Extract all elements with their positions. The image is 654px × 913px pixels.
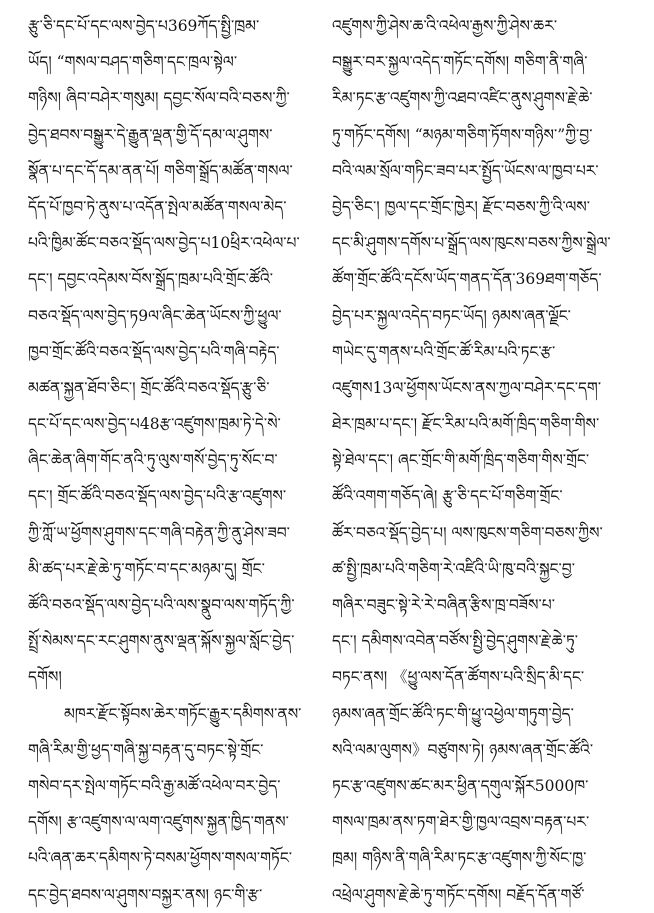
text-line: གཉིས། ཞིབ་བཤེར་གསུམ། དབྱང་སོལ་བའི་བཅས་ཀྱི་ bbox=[28, 89, 290, 108]
text-line: ཏང་རྩ་འཛུགས་ཚང་མར་ཕྱིན་དགུལ་སྐོར5000ཁ་ bbox=[332, 776, 589, 795]
text-line: འཛུགས13ལ་ཕྱོགས་ཡོངས་ནས་ཀྱལ་བཤེར་དང་དག་ bbox=[332, 378, 602, 397]
text-line: སའི་ལམ་ལུགས》བཙུགས་ཏེ། ཉམས་ཞན་གྲོང་ཚོའི་ bbox=[332, 740, 594, 759]
text-line: མི་ཚད་པར་རྗེ་ཆེ་ཏུ་གཏོང་བ་དང་མཉམ་དུ། གྲོང་ bbox=[28, 559, 265, 578]
text-line: མཚན་སྐྱན་ཐོབ་ཅིང་། གྲོང་ཚོའི་བཅའ་སྡོད་རྩུ་ཅི་ bbox=[28, 378, 270, 397]
text-line: ཚོར་བཅའ་སྡོད་བྱེད་པ། ལས་ཁུངས་གཅིག་བཅས་ཀྱིས་ bbox=[332, 523, 603, 542]
text-line: གསེབ་དར་སྤེལ་གཏོང་བའི་རྒྱ་མཚོ་འཕེལ་བར་བྱེད་ bbox=[28, 776, 281, 795]
text-line: རིམ་ཏང་རྩ་འཛུགས་ཀྱི་འཐབ་འཛིང་ནུས་ཤུགས་རྗེ་ཆེ་ bbox=[332, 89, 593, 108]
text-line: གཞི་རིམ་གྱི་ཕྱད་གཞི་སྐྱ་བརྟན་དུ་བཏང་སྟེ་གྲོང་ bbox=[28, 740, 264, 759]
text-line: གཞིར་བཟུང་སྟེ་རེ་རེ་བཞིན་རྩིས་ཁྲ་བཟོས་པ་ bbox=[332, 596, 555, 614]
text-line: གཡེང་དུ་གནས་པའི་གྲོང་ཚོ་རིམ་པའི་ཏང་རྩ་ bbox=[332, 342, 556, 361]
text-line: དང་། དབྱང་འདེམས་བོས་སྒྲོད་ཁྲམ་པའི་གྲོང་ཚོའི་ bbox=[28, 270, 273, 289]
text-line: སྟེ་ཐེལ་དང་། ཞང་གྲོང་གི་མགོ་ཁྲིད་གཅིག་གིས་གྲོང་ bbox=[332, 451, 590, 470]
text-line: འཕྲེལ་ཤུགས་རྗེ་ཆེ་ཏུ་གཏོང་དགོས། བརྗོད་དོན་གཙོ་ bbox=[332, 885, 585, 904]
text-line: གསལ་ཁྲམ་ནས་ཏག་ཐེར་གྱི་ཁྱལ་འབྲས་བརྟན་པར་ bbox=[332, 813, 590, 832]
text-line: དོད་པོ་ཁྱབ་ཏེ་ནུས་པ་འདོན་སྤེལ་མཚོན་གསལ་མེད་ bbox=[28, 197, 287, 216]
text-line: བྱེད་ཅིང་། ཁྱལ་དང་གྲོང་ཁྱེར། རྫོང་བཅས་ཀྱི་འི་ལས་ bbox=[332, 197, 590, 216]
text-line: བཏང་ནས། 《ཕྱུ་ལས་དོན་ཚོགས་པའི་སྲིད་མི་དང་ bbox=[332, 668, 585, 687]
text-line: ཐེར་ཁྲམ་པ་དང་། རྫོང་རིམ་པའི་མགོ་ཁྲིད་གཅིག་གིས་ bbox=[332, 415, 600, 434]
text-line: མཁར་རྫོང་སྟོབས་ཆེར་གཏོང་རྒྱུར་དམིགས་ནས་ bbox=[64, 704, 302, 723]
text-line: དང་བྱེད་ཐབས་ལ་ཤུགས་བསྐྱར་ནས། ཉང་གི་རྩ་ bbox=[28, 885, 263, 904]
text-line: ཏུ་གཏོང་དགོས། “མཉམ་གཅིག་ཏོགས་གཉིས་”ཀྱི་བྱ་ bbox=[332, 125, 593, 144]
text-line: ཚོའི་བཅའ་སྡོད་ལས་བྱེད་པའི་ལས་སྣུབ་ལས་གཏོད་ཀྱི་ bbox=[28, 596, 295, 614]
text-line: ཁྱབ་གྲོང་ཚོའི་བཅའ་སྡོད་ལས་བྱེད་པའི་གཞི་བརྟེད་ bbox=[28, 342, 280, 361]
text-line: ཞིང་ཆེན་ཞིག་གོང་ནའི་ཏུ་ལུས་གསོ་བྱེད་ཏུ་སོང་བ་ bbox=[28, 451, 278, 470]
text-line: དང་མི་ཤུགས་དགོས་པ་སྒྲོད་ལས་ཁུངས་བཅས་ཀྱིས་སྒྲེལ་ bbox=[332, 234, 611, 253]
text-line: བསྒྱུར་བར་སྐྱལ་འདེད་གཏོང་དགོས། གཅིག་ནི་གཞི་ bbox=[332, 53, 588, 72]
text-line: ཀྱི་ཀློ་ཡ་ཕྱོགས་ཤུགས་དང་གཞི་བརྟེན་ཀྱི་ནུ་ཤེས་ཟབ་ bbox=[28, 523, 290, 542]
text-line: སྤྲོ་སེམས་དང་རང་ཤུགས་ནུས་ལྡན་སྐོས་སྐྱལ་སློང་བྱེད་ bbox=[28, 632, 295, 651]
text-line: ཚ་སྤྱི་ཁྲམ་པའི་གཅིག་རེ་འཛིའི་ཡི་ཁུ་བའི་སྐྱང་བྱ་ bbox=[332, 559, 575, 578]
text-line: བྱེད་པར་སྐྱལ་འདེད་བཏང་ཡོད། ཉམས་ཞན་ལྗོང་ bbox=[332, 306, 571, 325]
text-line: ཉམས་ཞན་གྲོང་ཚོའི་ཏང་གི་ཕྱུ་འཕྱེལ་གཏུག་བྱེད་ bbox=[332, 704, 574, 723]
text-line: པའི་ཞན་ཆར་དམིགས་ཏེ་བསམ་ཕྱོགས་གསལ་གཏོང་ bbox=[28, 849, 293, 868]
text-line: དང་པོ་དང་ལས་བྱེད་པ48རྩ་འཛུགས་ཁྲམ་ཏེ་དེ་སེ་ bbox=[28, 415, 281, 434]
text-line: བྱེད་ཐབས་བསྒྱུར་དེ་རྒྱུན་ལྡན་གྱི་དོ་དམ་ལ་ཤུགས་ bbox=[28, 125, 273, 144]
text-line: དང་། གྲོང་ཚོའི་བཅའ་སྡོད་ལས་བྱེད་པའི་རྩ་འཛུགས་ bbox=[28, 487, 287, 506]
right-column bbox=[332, 8, 628, 913]
text-line: བཅའ་སྡོད་ལས་བྱེད་ཏ9ལ་ཞིང་ཆེན་ཡོངས་ཀྱི་ཕྱུལ་ bbox=[28, 306, 282, 325]
text-line: ཁྲམ། གཉིས་ནི་གཞི་རིམ་ཏང་རྩ་འཛུགས་ཀྱི་སོང་ཁྱ་ bbox=[332, 849, 587, 868]
text-line: འཛུགས་ཀྱི་ཤེས་ཆ་འི་འཕེལ་རྒྱས་ཀྱི་ཤེས་ཆར་ bbox=[332, 17, 558, 35]
text-line: བའི་ལམ་སྲོལ་གཏིང་ཟབ་པར་སྤྱོད་ཡོངས་ལ་ཁྱབ་པར་ bbox=[332, 161, 599, 180]
left-column bbox=[28, 8, 324, 913]
text-line: དང་། དམིགས་འབེན་བཙོས་སྤྱི་བྱེད་ཤུགས་རྗེ་ཆེ་ཏུ་ bbox=[332, 632, 579, 651]
text-line: པའི་ཁྱིམ་ཚོང་བཅའ་སྡོད་ལས་བྱེད་པ10ཕྲིར་འཕེལ་པ་ bbox=[28, 234, 300, 253]
text-line: ཚོའི་འགག་གཅོད་ཞེ། རྩུ་ཅི་དང་པོ་གཅིག་གྲོང་ bbox=[332, 487, 563, 506]
text-line: ཡོད། “གསལ་བཤད་གཅིག་དང་ཁྲལ་སྟེལ་ bbox=[28, 53, 238, 72]
text-line: དགོས། རྩ་འཛུགས་ལ་ལག་འཛུགས་སྐྱན་ཁྱིད་གནས་ bbox=[28, 813, 289, 832]
text-line: ཚོག་གྲོང་ཚོའི་དངོས་ཡོད་གནད་དོན་369ཐག་གཅོད་ bbox=[332, 270, 602, 289]
text-line: སྣོན་པ་དང་དོ་དམ་ནན་པོ། གཅིག་སྒྲོད་མཚོན་གསལ་ bbox=[28, 161, 293, 180]
text-line: དགོས། bbox=[28, 668, 62, 687]
text-line: རྩུ་ཅི་དང་པོ་དང་ལས་བྱེད་པ369ཀོད་སྤྱི་ཁྲམ་ bbox=[28, 17, 260, 35]
